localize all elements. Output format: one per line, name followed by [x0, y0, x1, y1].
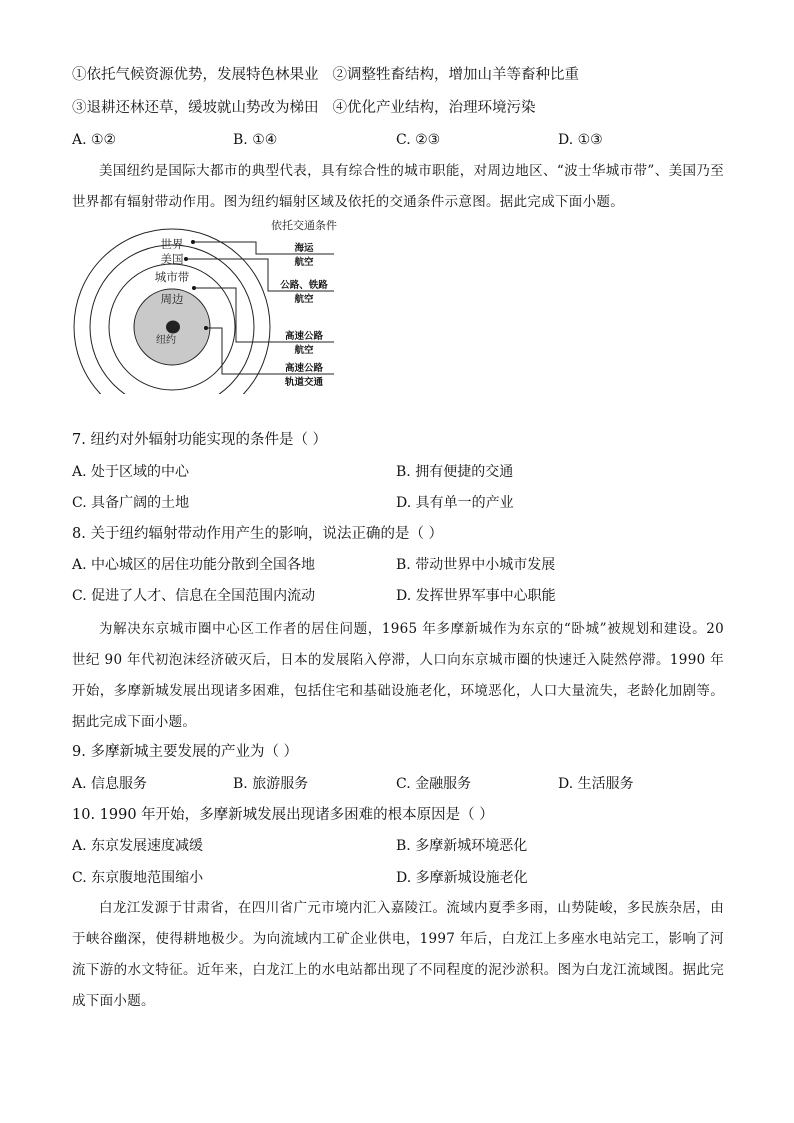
label-world: 世界 — [160, 237, 184, 251]
diagram-header: 依托交通条件 — [271, 219, 337, 232]
q10-option-c[interactable]: C. 东京腹地范围缩小 — [72, 870, 204, 886]
q10-stem: 10. 1990 年开始，多摩新城发展出现诸多困难的根本原因是（ ） — [72, 807, 494, 823]
q8-option-b[interactable]: B. 带动世界中小城市发展 — [396, 557, 556, 573]
transport-megalopolis-1: 高速公路 — [284, 331, 324, 342]
q6-statement-3: ③退耕还林还草，缓坡就山势改为梯田 — [72, 100, 319, 116]
q9-option-a[interactable]: A. 信息服务 — [72, 776, 148, 792]
q8-option-a[interactable]: A. 中心城区的居住功能分散到全国各地 — [72, 557, 316, 573]
q9-option-c[interactable]: C. 金融服务 — [396, 776, 472, 792]
q7-option-b[interactable]: B. 拥有便捷的交通 — [396, 464, 514, 480]
q7-option-a[interactable]: A. 处于区域的中心 — [72, 464, 190, 480]
q6-option-b[interactable]: B. ①④ — [233, 132, 278, 148]
passage-tama: 为解决东京城市圈中心区工作者的居住问题，1965 年多摩新城作为东京的“卧城”被规划和建设。20 世纪 90 年代初泡沫经济破灭后，日本的发展陷入停滞，人口向东京城市圈的快速迁入陡然停滞。1990 年开始，多摩新城发展出现诸多困难，包括住宅和基础设施老化，环境恶化，人口大量流失，老龄化加剧等。据此完成下面小题。 — [72, 621, 724, 730]
q6-statement-2: ②调整牲畜结构，增加山羊等畜种比重 — [332, 67, 579, 83]
passage-bailong-river: 白龙江发源于甘肃省，在四川省广元市境内汇入嘉陵江。流域内夏季多雨，山势陡峻，多民族杂居，由于峡谷幽深，使得耕地极少。为向流域内工矿企业供电，1997 年后，白龙江上多座水电站完工，影响了河流下游的水文特征。近年来，白龙江上的水电站都出现了不同程度的泥沙淤积。图为白龙江流域图。据此完成下面小题。 — [72, 900, 724, 1009]
transport-world-2: 航空 — [294, 257, 314, 268]
passage-new-york: 美国纽约是国际大都市的典型代表，具有综合性的城市职能，对周边地区、“波士华城市带”、美国乃至世界都有辐射带动作用。图为纽约辐射区域及依托的交通条件示意图。据此完成下面小题。 — [72, 163, 724, 210]
q9-stem: 9. 多摩新城主要发展的产业为（ ） — [72, 744, 299, 760]
transport-surrounding-1: 高速公路 — [284, 363, 324, 374]
q9-option-d[interactable]: D. 生活服务 — [558, 776, 634, 792]
q10-option-d[interactable]: D. 多摩新城设施老化 — [396, 870, 528, 886]
new-york-radiation-diagram — [72, 214, 372, 394]
q6-statement-1: ①依托气候资源优势，发展特色林果业 — [72, 67, 319, 83]
transport-world-1: 海运 — [294, 243, 314, 254]
q10-option-a[interactable]: A. 东京发展速度减缓 — [72, 838, 204, 854]
q6-statement-line-1 — [72, 65, 579, 85]
transport-surrounding-2: 轨道交通 — [284, 377, 324, 388]
q6-statement-line-2 — [72, 98, 536, 118]
label-surrounding: 周边 — [160, 292, 184, 306]
label-megalopolis: 城市带 — [154, 270, 190, 284]
label-new-york: 纽约 — [156, 335, 176, 346]
q6-option-d[interactable]: D. ①③ — [558, 132, 603, 148]
q7-option-d[interactable]: D. 具有单一的产业 — [396, 495, 514, 511]
q6-option-a[interactable]: A. ①② — [72, 132, 117, 148]
q8-option-d[interactable]: D. 发挥世界军事中心职能 — [396, 588, 556, 604]
q8-option-c[interactable]: C. 促进了人才、信息在全国范围内流动 — [72, 588, 316, 604]
transport-usa-2: 航空 — [294, 294, 314, 305]
q10-option-b[interactable]: B. 多摩新城环境恶化 — [396, 838, 528, 854]
q6-option-c[interactable]: C. ②③ — [396, 132, 441, 148]
q9-option-b[interactable]: B. 旅游服务 — [233, 776, 309, 792]
q7-option-c[interactable]: C. 具备广阔的土地 — [72, 495, 190, 511]
q7-stem: 7. 纽约对外辐射功能实现的条件是（ ） — [72, 432, 328, 448]
transport-usa-1: 公路、铁路 — [280, 280, 328, 291]
new-york-dot — [166, 321, 180, 334]
q8-stem: 8. 关于纽约辐射带动作用产生的影响，说法正确的是（ ） — [72, 526, 444, 542]
q6-statement-4: ④优化产业结构，治理环境污染 — [332, 100, 536, 116]
label-usa: 美国 — [160, 252, 184, 266]
transport-megalopolis-2: 航空 — [294, 345, 314, 356]
